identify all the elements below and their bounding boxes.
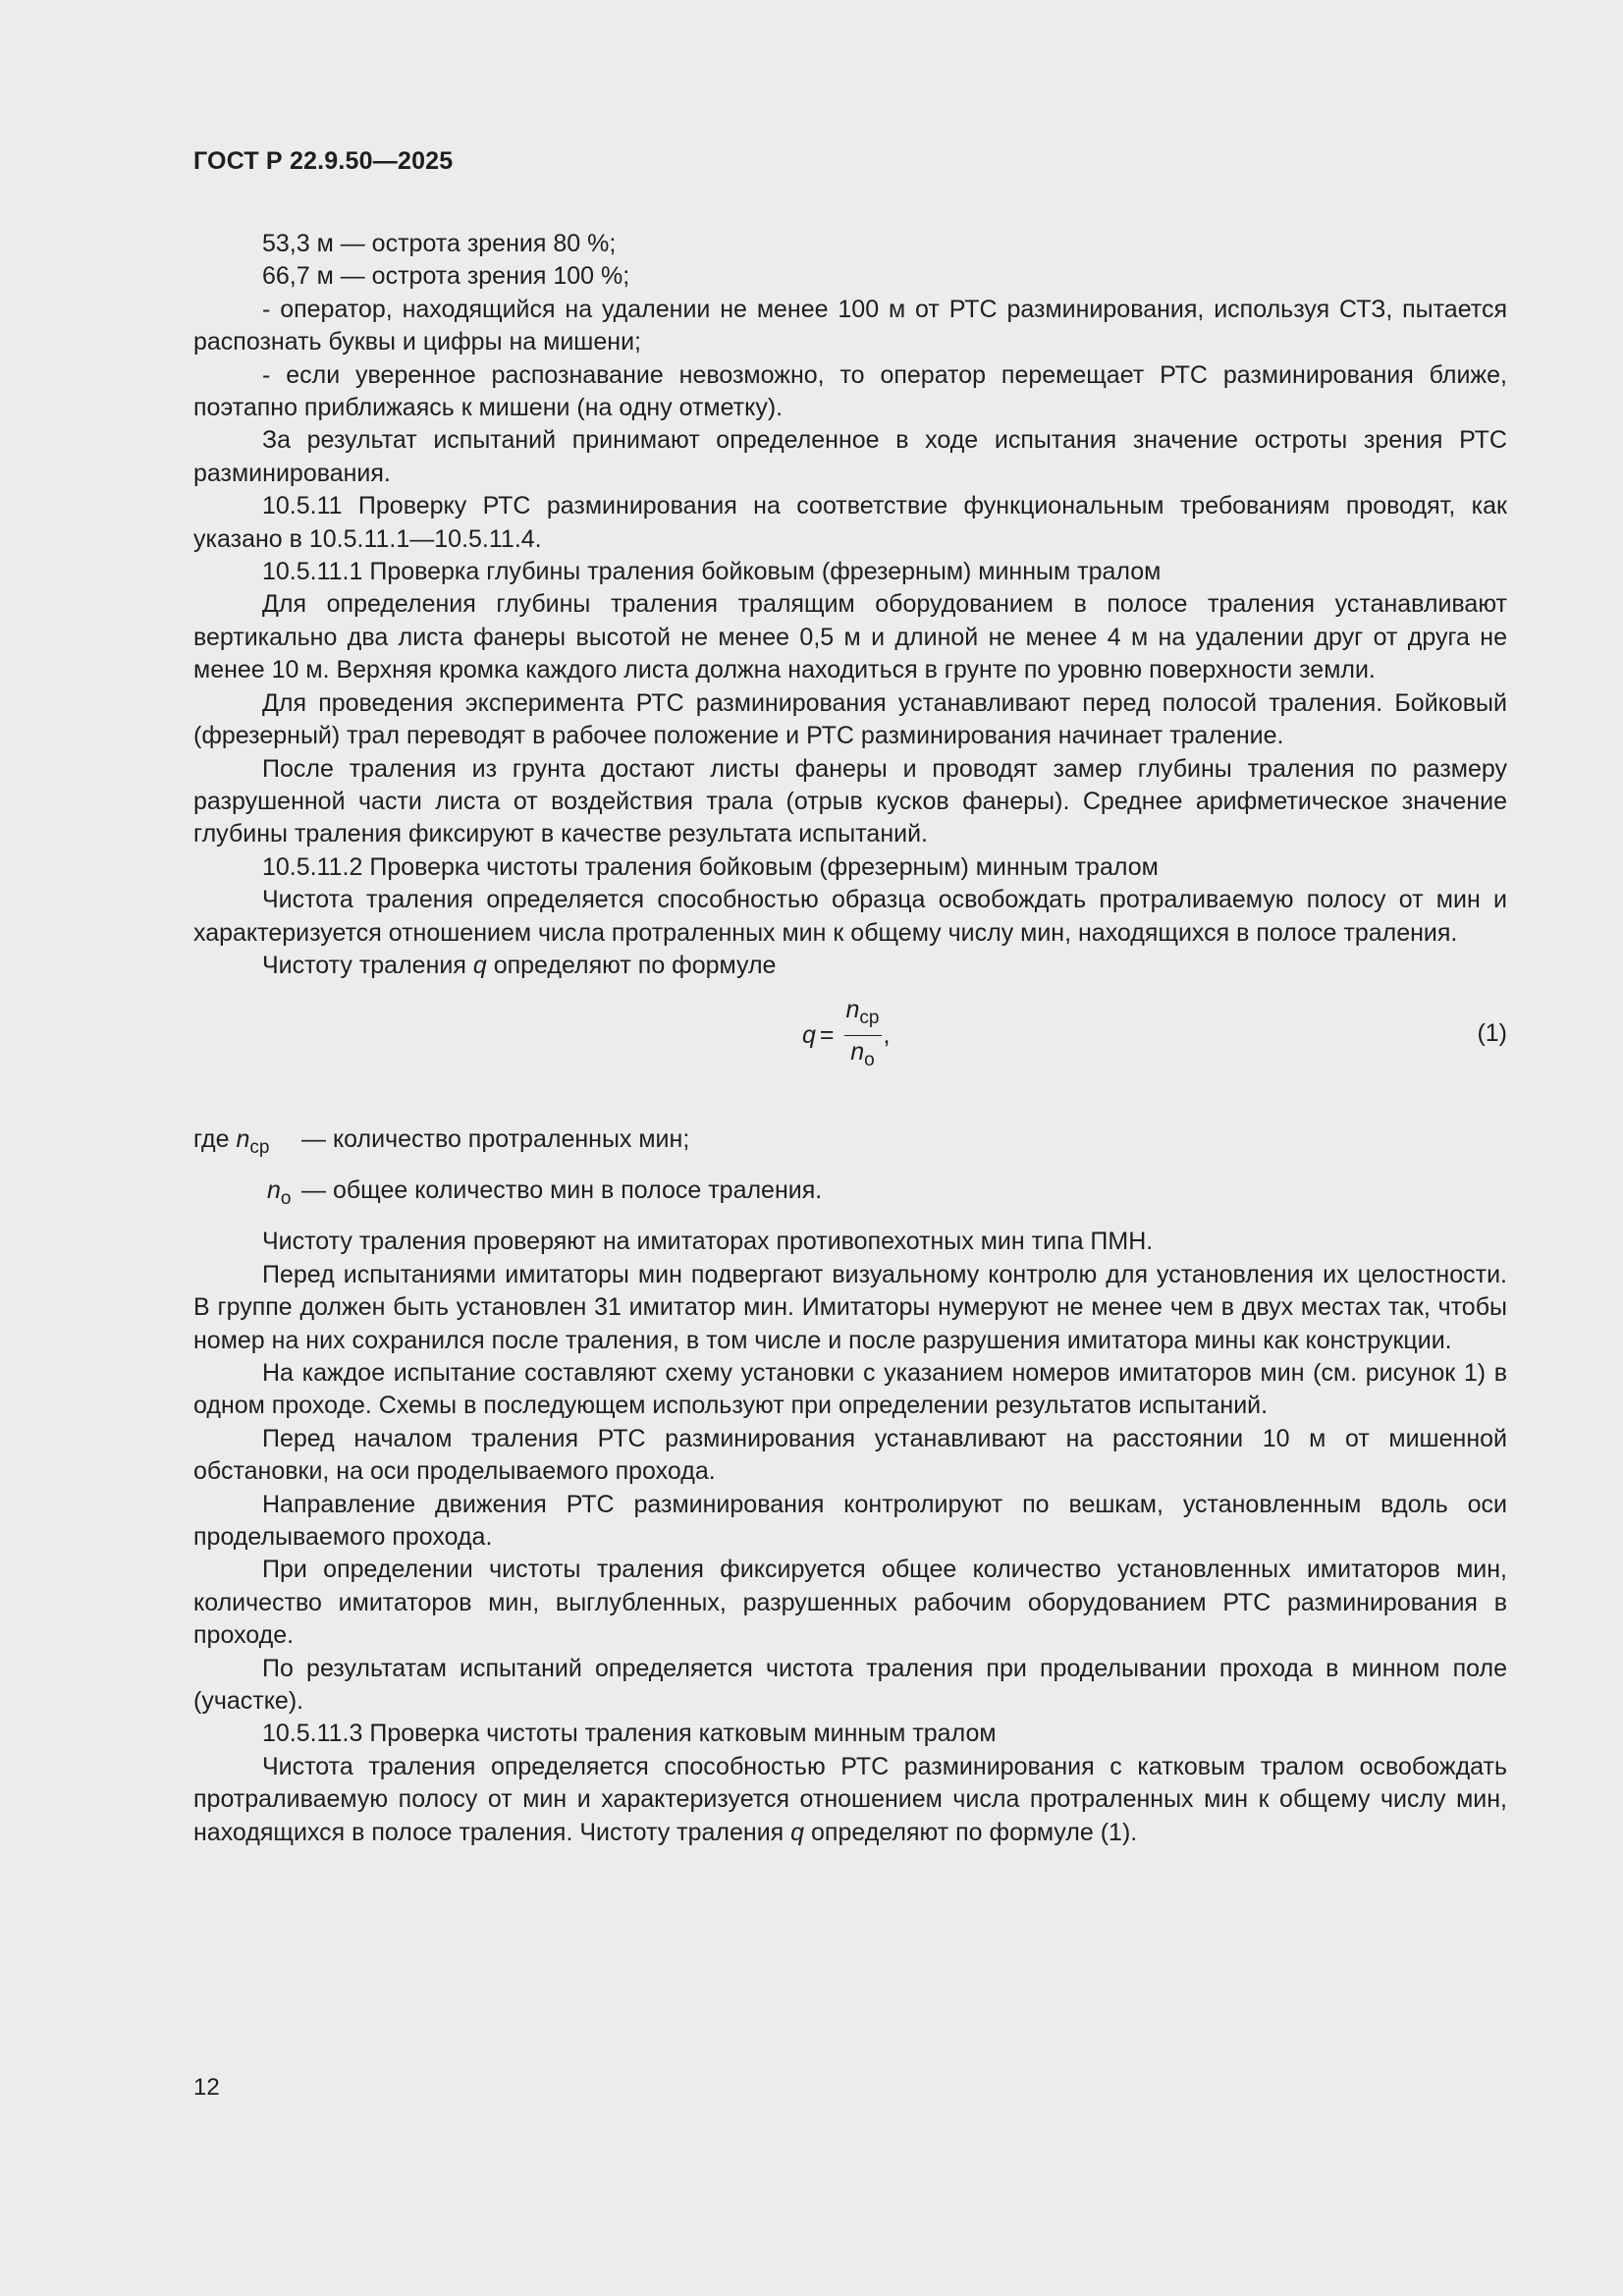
paragraph: Направление движения РТС разминирования контролируют по вешкам, установленным вдоль оси проделываемого прохода. [193,1490,1507,1551]
paragraph: Для определения глубины траления тралящим оборудованием в полосе траления устанавливают вертикально два листа фанеры высотой не менее 0,5 м и длиной не менее 4 м на удалении друг от друга не менее 10 м. Верхняя кромка каждого листа должна находиться в грунте по уровню поверхности земли. [193,590,1507,684]
paragraph: Чистоту траления проверяют на имитаторах противопехотных мин типа ПМН. [262,1228,1154,1256]
document-header: ГОСТ Р 22.9.50—2025 [193,147,454,175]
section-heading: 10.5.11.3 Проверка чистоты траления катковым минным тралом [262,1720,997,1748]
formula-block [193,988,1507,1123]
page-number: 12 [193,2074,220,2101]
paragraph: Перед испытаниями имитаторы мин подвергают визуальному контролю для установления их целостности. В группе должен быть установлен 31 имитатор мин. Имитаторы нумеруют не менее чем в двух местах так, чтобы номер на них сохранился после траления, в том числе и после разрушения имитатора мины как конструкции. [193,1260,1507,1354]
paragraph: Чистота траления определяется способностью РТС разминирования с катковым тралом освобождать протраливаемую полосу от мин и характеризуется отношением числа протраленных мин к общему числу мин, находящихся в полосе траления. Чистоту траления q определяют по формуле (1). [193,1752,1507,1846]
paragraph: Перед началом траления РТС разминирования устанавливают на расстоянии 10 м от мишенной обстановки, на оси проделываемого прохода. [193,1424,1507,1486]
equation-number: (1) [1477,1019,1507,1048]
where-item: $n_о$ — общее количество мин в полосе траления. [267,1176,823,1210]
formula-intro: Чистоту траления q определяют по формуле [262,951,777,979]
where-item: где $n_{ср}$ — количество протраленных мин; [193,1125,690,1159]
section-heading: 10.5.11.1 Проверка глубины траления бойковым (фрезерным) минным тралом [262,558,1162,586]
paragraph: - если уверенное распознавание невозможно, то оператор перемещает РТС разминирования ближе, поэтапно приближаясь к мишени (на одну отметку). [193,360,1507,422]
paragraph: 10.5.11 Проверку РТС разминирования на соответствие функциональным требованиям проводят, как указано в 10.5.11.1—10.5.11.4. [193,492,1507,553]
paragraph: - оператор, находящийся на удалении не менее 100 м от РТС разминирования, используя СТЗ, пытается распознать буквы и цифры на мишени; [193,295,1507,356]
paragraph: По результатам испытаний определяется чистота траления при проделывании прохода в минном поле (участке). [193,1654,1507,1716]
fraction: $\frac{n_{ср}}{n_о}$ [845,996,880,1071]
paragraph: На каждое испытание составляют схему установки с указанием номеров имитаторов мин (см. рисунок 1) в одном проходе. Схемы в последующем используют при определении результатов испытаний. [193,1358,1507,1420]
section-heading: 10.5.11.2 Проверка чистоты траления бойковым (фрезерным) минным тралом [262,852,1159,881]
where-list [193,1123,1507,1226]
paragraph: Чистота траления определяется способностью образца освобождать протраливаемую полосу от мин и характеризуется отношением числа протраленных мин к общему числу мин, находящихся в полосе траления. [193,886,1507,947]
paragraph: Для проведения эксперимента РТС разминирования устанавливают перед полосой траления. Бойковый (фрезерный) трал переводят в рабочее положение и РТС разминирования начинает траление. [193,688,1507,750]
paragraph: За результат испытаний принимают определенное в ходе испытания значение остроты зрения РТС разминирования. [193,426,1507,487]
formula: q = $\frac{n_{ср}}{n_о}$ , [802,996,890,1074]
paragraph: 53,3 м — острота зрения 80 %; [262,230,617,257]
document-body [193,228,1507,1849]
paragraph: После траления из грунта достают листы фанеры и проводят замер глубины траления по размеру разрушенной части листа от воздействия трала (отрыв кусков фанеры). Среднее арифметическое значение глубины траления фиксируют в качестве результата испытаний. [193,754,1507,848]
paragraph: 66,7 м — острота зрения 100 %; [262,262,630,291]
paragraph: При определении чистоты траления фиксируется общее количество установленных имитаторов мин, количество имитаторов мин, выглубленных, разрушенных рабочим оборудованием РТС разминирования в проходе. [193,1556,1507,1650]
